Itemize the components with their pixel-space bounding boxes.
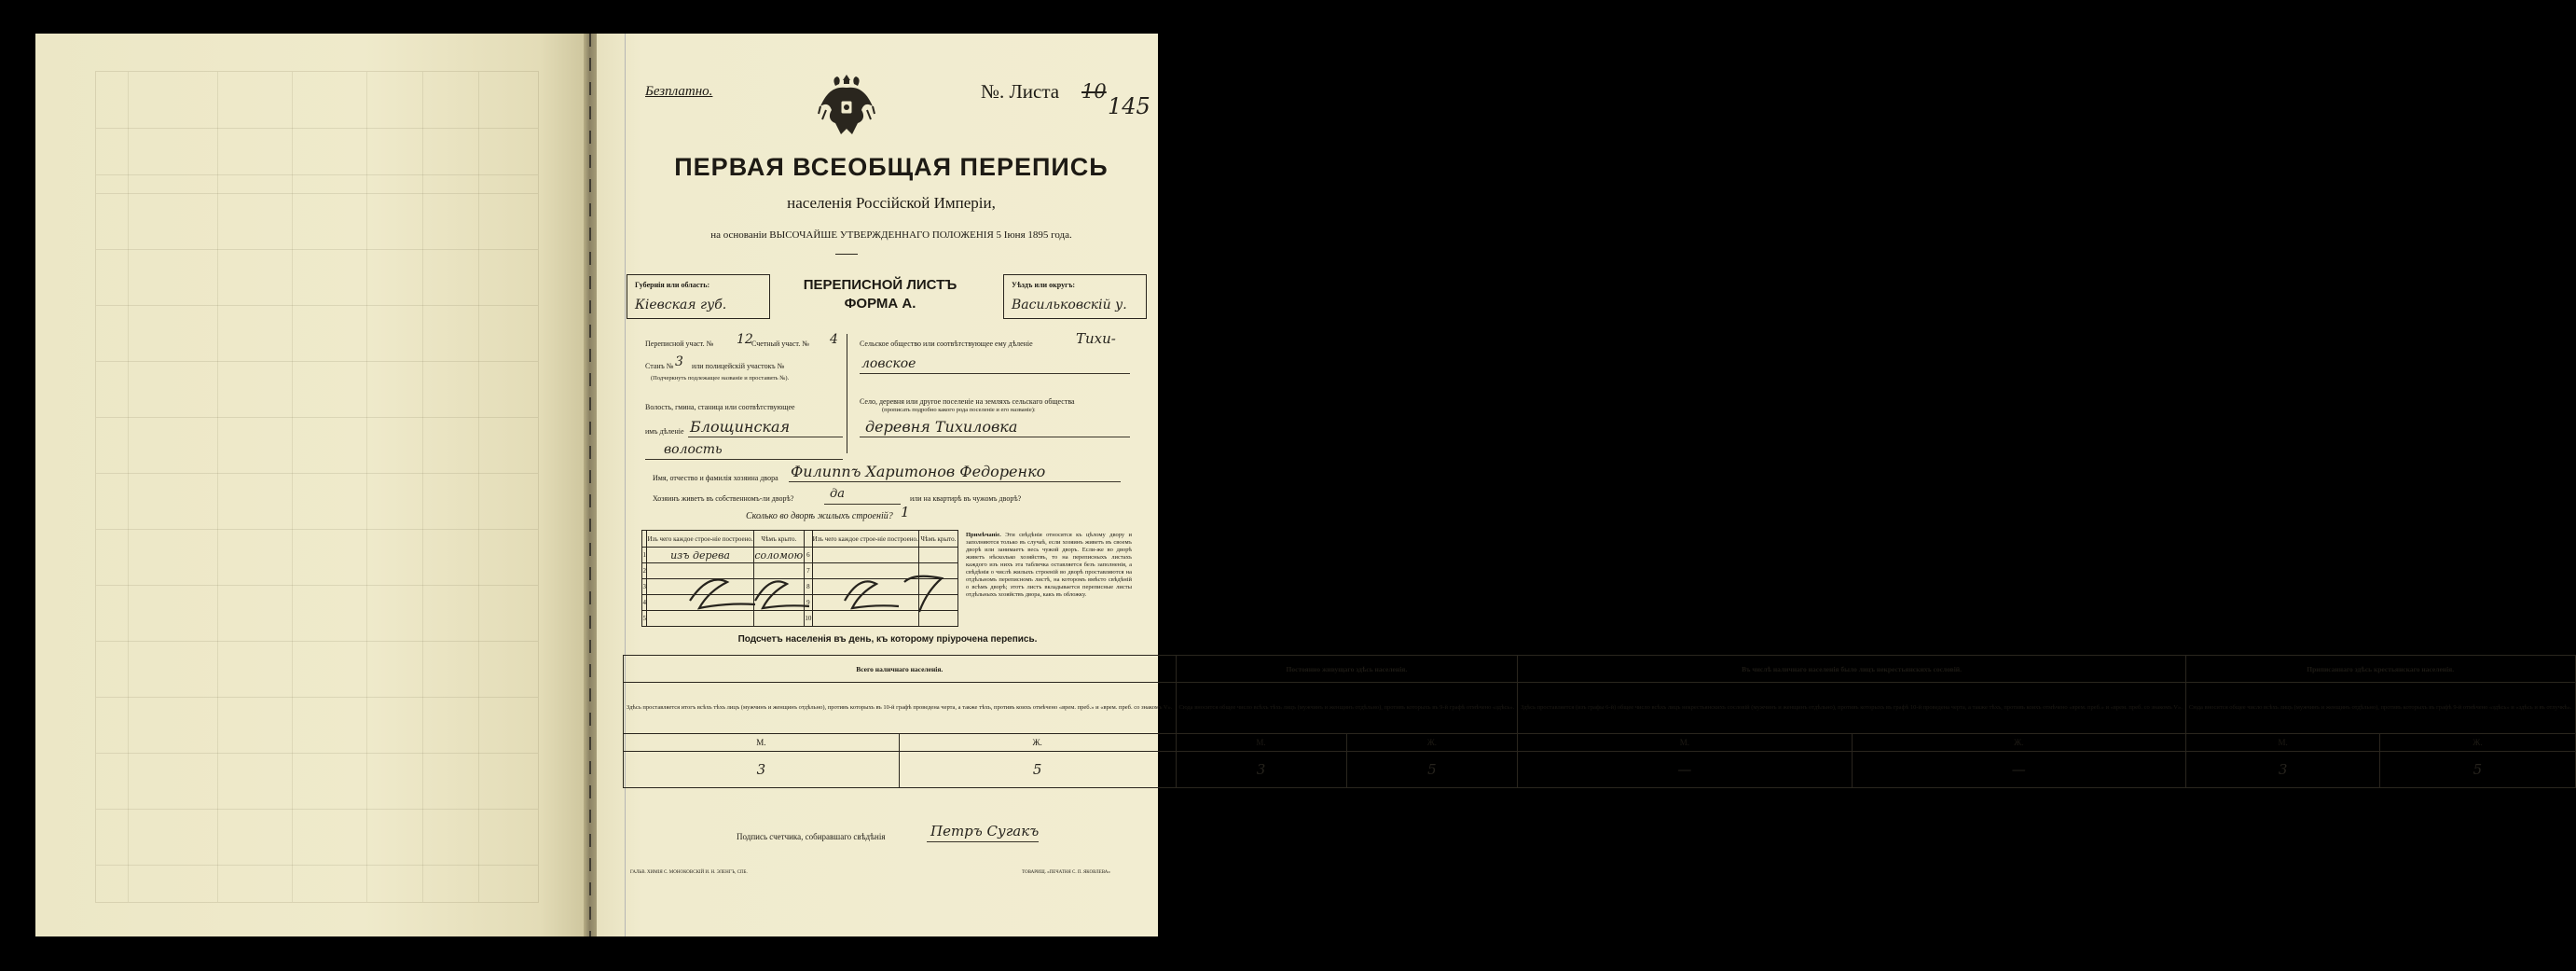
free-label: Безплатно.: [645, 84, 713, 99]
pop-zh-label: Ж.: [1852, 734, 2185, 752]
binding-thread: [589, 34, 591, 936]
gubernia-box: [627, 274, 770, 319]
form-title-line1: ПЕРЕПИСНОЙ ЛИСТЪ: [803, 277, 957, 293]
stan-value: 3: [675, 354, 683, 369]
uezd-box: [1003, 274, 1147, 319]
owner-name-label: Имя, отчество и фамилія хозяина двора: [653, 474, 778, 482]
structures-row-num: 9: [805, 595, 813, 611]
structures-row-num: 4: [642, 595, 647, 611]
pop-permanent-m: 3: [1176, 752, 1346, 788]
obshchestvo-value: Тихи-: [1076, 330, 1116, 347]
uchastok-label: Переписной участ. №: [645, 340, 714, 348]
pop-desc-permanent: Сюда вносится общее число всѣхъ тѣхъ лицъ (мужчинъ и женщинъ отдѣльно), противъ которыхъ въ 9-й графѣ отмѣчено «здѣсь».: [1176, 683, 1518, 734]
volost-line2: [645, 459, 843, 460]
pop-desc-registered: Сюда вносится общее число всѣхъ лицъ (мужчинъ и женщинъ отдѣльно), противъ которыхъ въ графѣ 9-й отмѣчено «здѣсь» и «здѣсь и въ отлучкѣ».: [2185, 683, 2575, 734]
volost-label2: имъ дѣленіе: [645, 427, 684, 436]
form-title-line2: ФОРМА А.: [844, 296, 916, 312]
structures-roof-value: соломою: [754, 548, 804, 562]
obshchestvo-line: [860, 373, 1130, 374]
selo-note: (прописать подробно какого рода поселеніе и его названіе):: [882, 407, 1036, 413]
note-label: Примѣчаніе.: [966, 532, 1001, 538]
structures-row-num: 7: [805, 563, 813, 579]
census-basis: на основаніи ВЫСОЧАЙШЕ УТВЕРЖДЕННАГО ПОЛОЖЕНІЯ 5 Іюня 1895 года.: [710, 229, 1072, 241]
schet-value: 4: [830, 332, 838, 347]
structures-row-num: 2: [642, 563, 647, 579]
structures-row-num: 10: [805, 611, 813, 627]
uchastok-value: 12: [737, 332, 753, 347]
volost-value2: волость: [664, 442, 723, 457]
owner-lives-value: да: [830, 487, 845, 501]
pop-registered-zh: 5: [2380, 752, 2575, 788]
obshchestvo-value2: ловское: [861, 356, 916, 371]
structures-row-num: 8: [805, 579, 813, 595]
pop-header-registered: Приписаннаго здѣсь крестьянскаго населенія.: [2185, 656, 2575, 683]
police-label: или полицейскій участокъ №: [692, 362, 785, 370]
stan-label: Станъ №: [645, 362, 674, 370]
selo-value: деревня Тихиловка: [865, 418, 1018, 436]
signature-label: Подпись счетчика, собиравшаго свѣдѣнія: [737, 832, 886, 841]
pop-m-label: М.: [1518, 734, 1852, 752]
census-form-page: [597, 34, 2572, 936]
signature-line: [927, 841, 1039, 842]
note-text: Эти свѣдѣнія относятся къ цѣлому двору и заполняются только въ случаѣ, если хозяинъ живетъ въ своемъ дворѣ или занимаетъ весь чужой дворъ. Если-же во дворѣ живетъ нѣсколько хозяйствъ, то на переписныхъ листахъ каждого изъ нихъ эта табличка оставляется безъ заполненія, а свѣдѣнія о числѣ жилыхъ строеній во дворѣ проставляются на отдѣльномъ переписномъ листѣ, на которомъ вмѣсто свѣдѣній о всѣмъ дворѣ; этотъ листъ вкладывается переписные листы отдѣльныхъ хозяйствъ двора, какъ въ обложку.: [966, 532, 1133, 598]
gubernia-value: Кіевская губ.: [635, 298, 727, 312]
double-headed-eagle-emblem: [817, 73, 876, 142]
volost-label: Волость, гмина, станица или соотвѣтствующее: [645, 403, 795, 411]
show-through-table: [95, 71, 539, 903]
owner-name-line: [789, 481, 1121, 482]
volost-value: Блощинская: [690, 418, 791, 436]
ornament-divider: [835, 254, 858, 255]
pop-zh-label: Ж.: [899, 734, 1176, 752]
pop-desc-nonpeasant: Здѣсь проставляется (изъ графы 6-й) общее число всѣхъ лицъ некрестьянскихъ сословій (мужчинъ и женщинъ отдѣльно), противъ которыхъ въ графѣ 10-й проведена черта, а также тѣхъ, противъ коихъ отмѣчено «врем. преб.» и «врем. преб. со знакомъ V».: [1518, 683, 2186, 734]
census-title: ПЕРВАЯ ВСЕОБЩАЯ ПЕРЕПИСЬ: [674, 153, 1109, 181]
sheet-number: 10: [1081, 80, 1107, 103]
archive-number: 145: [1108, 93, 1150, 119]
structures-row-num: 6: [805, 548, 813, 563]
pop-permanent-zh: 5: [1346, 752, 1518, 788]
structures-row-num: 3: [642, 579, 647, 595]
owner-lives-line: [824, 504, 901, 505]
owner-or-label: или на квартирѣ въ чужомъ дворѣ?: [910, 494, 1022, 503]
obshchestvo-label: Сельское общество или соотвѣтствующее ему дѣленіе: [860, 340, 1033, 348]
pop-nonpeasant-zh: —: [1852, 752, 2185, 788]
form-title: [778, 276, 983, 313]
pop-total-m: 3: [624, 752, 900, 788]
stan-note: (Подчеркнуть подлежащее названіе и проставить №).: [651, 375, 790, 381]
pop-m-label: М.: [624, 734, 900, 752]
selo-label: Село, деревня или другое поселеніе на земляхъ сельскаго общества: [860, 397, 1075, 406]
pop-zh-label: Ж.: [1346, 734, 1518, 752]
signature-value: Петръ Сугакъ: [930, 823, 1040, 839]
pop-desc-total: Здѣсь проставляется итогъ всѣхъ тѣхъ лицъ (мужчинъ и женщинъ отдѣльно), противъ которыхъ въ 10-й графѣ проведена черта, а также тѣхъ, противъ коихъ отмѣчено «врем. преб.» и «врем. преб. со знакомъ V».: [624, 683, 1177, 734]
structures-count-label: Сколько во дворѣ жилыхъ строеній?: [746, 511, 893, 521]
pop-zh-label: Ж.: [2380, 734, 2575, 752]
uezd-value: Васильковскій у.: [1012, 298, 1127, 312]
pop-header-permanent: Постоянно живущаго здѣсь населенія.: [1176, 656, 1518, 683]
structures-header-roof: Чѣмъ крыто.: [753, 531, 805, 548]
printer-left: ГАЛЬВ. ХИМІЯ С. МОНОКОВСКІЙ И. Н. ЭЛЕНГЪ, СПБ.: [630, 870, 748, 875]
population-title: Подсчетъ населенія въ день, къ которому пріурочена перепись.: [737, 634, 1038, 645]
printer-right: ТОВАРИЩ. «ПЕЧАТНЯ С. П. ЯКОВЛЕВА»: [1022, 870, 1110, 875]
pop-m-label: М.: [1176, 734, 1346, 752]
gubernia-label: Губернія или область:: [635, 281, 710, 289]
pop-nonpeasant-m: —: [1518, 752, 1852, 788]
structures-material-value: изъ дерева: [647, 548, 753, 563]
structures-count-value: 1: [901, 504, 910, 520]
schet-label: Счетный участ. №: [751, 340, 809, 348]
structures-note: [966, 532, 1132, 599]
uezd-label: Уѣздъ или округъ:: [1012, 281, 1076, 289]
pop-registered-m: 3: [2185, 752, 2379, 788]
sheet-label: №. Листа: [981, 80, 1060, 103]
population-table: [623, 655, 2576, 788]
pop-header-nonpeasant: Въ числѣ наличнаго населенія было лицъ некрестьянскихъ сословій.: [1518, 656, 2186, 683]
pop-total-zh: 5: [899, 752, 1176, 788]
left-page: [35, 34, 584, 936]
owner-lives-label: Хозяинъ живетъ въ собственномъ-ли дворѣ?: [653, 494, 794, 503]
margin-line: [625, 34, 626, 936]
census-subtitle: населенія Россійской Имперіи,: [787, 194, 996, 212]
census-book: [35, 34, 2572, 936]
structures-row-num: 1: [642, 548, 647, 563]
structures-row-num: 5: [642, 611, 647, 627]
pop-header-total: Всего наличнаго населенія.: [624, 656, 1177, 683]
owner-name-value: Филиппъ Харитонов Федоренко: [791, 463, 1046, 480]
structures-header-material2: Изъ чего каждое строе-ніе построено.: [812, 531, 918, 548]
structures-header-roof2: Чѣмъ крыто.: [918, 531, 957, 548]
structures-header-material: Изъ чего каждое строе-ніе построено.: [647, 531, 753, 548]
pop-m-label: М.: [2185, 734, 2379, 752]
handwritten-dash-strokes: [653, 563, 960, 619]
